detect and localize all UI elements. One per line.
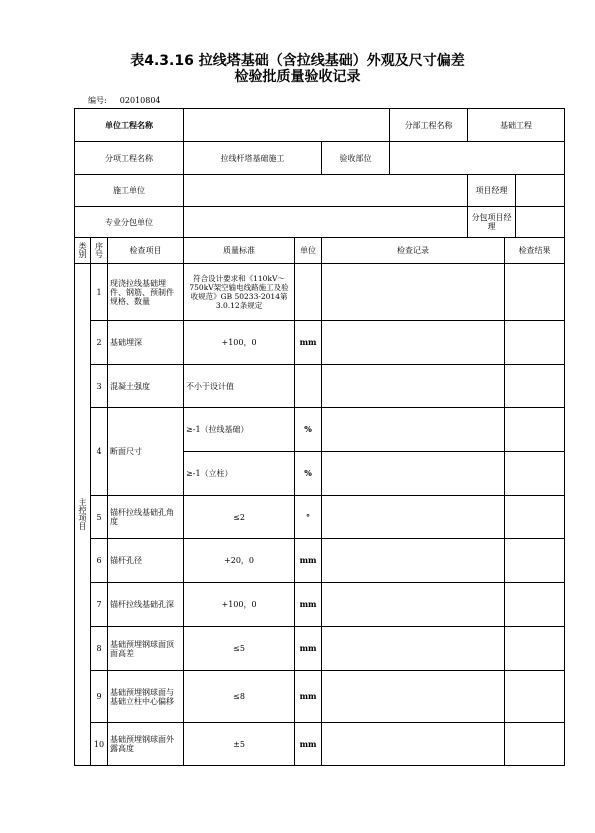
- row-result[interactable]: [505, 723, 565, 766]
- row-unit: mm: [295, 583, 322, 627]
- subcontract-manager-value[interactable]: [516, 207, 565, 238]
- col-header-item: 检查项目: [108, 238, 184, 264]
- row-result[interactable]: [505, 496, 565, 539]
- subcontract-unit-label: 专业分包单位: [75, 207, 184, 238]
- table-row: [75, 539, 565, 583]
- table-row: [75, 496, 565, 539]
- row-standard: 不小于设计值: [184, 365, 295, 408]
- row-unit: [295, 264, 322, 321]
- row-record[interactable]: [322, 496, 505, 539]
- acceptance-part-value[interactable]: [390, 142, 565, 175]
- row-item: 断面尺寸: [108, 408, 184, 496]
- row-item: 锚杆孔径: [108, 539, 184, 583]
- unit-project-label: 单位工程名称: [75, 109, 184, 142]
- project-manager-label: 项目经理: [468, 175, 516, 207]
- row-unit: mm: [295, 671, 322, 723]
- row-item: 基础预埋钢球面外露高度: [108, 723, 184, 766]
- row-record[interactable]: [322, 627, 505, 671]
- category-main: 主控项目: [75, 264, 91, 766]
- row-unit: %: [295, 408, 322, 452]
- col-header-record: 检查记录: [322, 238, 505, 264]
- row-standard: +20，0: [184, 539, 295, 583]
- row-unit: mm: [295, 627, 322, 671]
- row-standard: +100，0: [184, 321, 295, 365]
- row-record[interactable]: [322, 671, 505, 723]
- acceptance-part-label: 验收部位: [322, 142, 390, 175]
- row-result[interactable]: [505, 452, 565, 496]
- row-no: 4: [91, 408, 108, 496]
- row-standard: 符合设计要求和《110kV～750kV架空输电线路施工及验收规范》GB 50233-2014第3.0.12条规定: [184, 264, 295, 321]
- subcontract-unit-value[interactable]: [184, 207, 468, 238]
- row-item: 现浇拉线基础埋件、钢筋、预制件规格、数量: [108, 264, 184, 321]
- col-header-category: 类别: [75, 238, 91, 264]
- inspection-form-table: [74, 108, 565, 766]
- row-item: 锚杆拉线基础孔角度: [108, 496, 184, 539]
- code-value: 02010804: [119, 96, 161, 105]
- unit-project-value[interactable]: [184, 109, 390, 142]
- row-standard: ≥-1（立柱）: [184, 452, 295, 496]
- row-record[interactable]: [322, 583, 505, 627]
- table-row: [75, 583, 565, 627]
- row-item: 锚杆拉线基础孔深: [108, 583, 184, 627]
- row-item: 基础预埋钢球面与基础立柱中心偏移: [108, 671, 184, 723]
- row-item: 混凝土强度: [108, 365, 184, 408]
- row-standard: ≤8: [184, 671, 295, 723]
- division-value[interactable]: 基础工程: [468, 109, 565, 142]
- row-no: 3: [91, 365, 108, 408]
- row-no: 1: [91, 264, 108, 321]
- table-row: [75, 408, 565, 452]
- table-row: [75, 723, 565, 766]
- sub-project-value[interactable]: 拉线杆塔基础施工: [184, 142, 322, 175]
- row-record[interactable]: [322, 539, 505, 583]
- col-header-standard: 质量标准: [184, 238, 295, 264]
- row-unit: mm: [295, 539, 322, 583]
- subcontract-manager-label: 分包项目经理: [468, 207, 516, 238]
- row-standard: ≤5: [184, 627, 295, 671]
- table-row: [75, 264, 565, 321]
- sub-project-label: 分项工程名称: [75, 142, 184, 175]
- row-result[interactable]: [505, 583, 565, 627]
- row-standard: ≥-1（拉线基础）: [184, 408, 295, 452]
- row-no: 2: [91, 321, 108, 365]
- table-row: [75, 321, 565, 365]
- col-header-unit: 单位: [295, 238, 322, 264]
- row-unit: mm: [295, 321, 322, 365]
- row-unit: °: [295, 496, 322, 539]
- construction-unit-value[interactable]: [184, 175, 468, 207]
- row-result[interactable]: [505, 539, 565, 583]
- division-label: 分部工程名称: [390, 109, 468, 142]
- code-label: 编号:: [88, 96, 107, 105]
- row-item: 基础预埋钢球面顶面高差: [108, 627, 184, 671]
- row-result[interactable]: [505, 671, 565, 723]
- col-header-result: 检查结果: [505, 238, 565, 264]
- row-record[interactable]: [322, 264, 505, 321]
- construction-unit-label: 施工单位: [75, 175, 184, 207]
- row-no: 5: [91, 496, 108, 539]
- table-row: [75, 627, 565, 671]
- form-title-line-2: 检验批质量验收记录: [234, 69, 361, 85]
- table-row: [75, 365, 565, 408]
- row-result[interactable]: [505, 408, 565, 452]
- row-unit: [295, 365, 322, 408]
- row-item: 基础埋深: [108, 321, 184, 365]
- row-standard: ±5: [184, 723, 295, 766]
- row-no: 9: [91, 671, 108, 723]
- row-standard: ≤2: [184, 496, 295, 539]
- row-no: 6: [91, 539, 108, 583]
- row-no: 8: [91, 627, 108, 671]
- row-standard: +100，0: [184, 583, 295, 627]
- row-no: 10: [91, 723, 108, 766]
- col-header-seq: 序号: [91, 238, 108, 264]
- row-record[interactable]: [322, 321, 505, 365]
- row-record[interactable]: [322, 452, 505, 496]
- row-result[interactable]: [505, 321, 565, 365]
- row-record[interactable]: [322, 365, 505, 408]
- row-result[interactable]: [505, 365, 565, 408]
- form-title-line-1: 表4.3.16 拉线塔基础（含拉线基础）外观及尺寸偏差: [130, 53, 465, 69]
- row-result[interactable]: [505, 627, 565, 671]
- project-manager-value[interactable]: [516, 175, 565, 207]
- row-result[interactable]: [505, 264, 565, 321]
- row-no: 7: [91, 583, 108, 627]
- row-unit: %: [295, 452, 322, 496]
- row-record[interactable]: [322, 408, 505, 452]
- table-row: [75, 671, 565, 723]
- form-code: [88, 95, 161, 106]
- row-unit: mm: [295, 723, 322, 766]
- row-record[interactable]: [322, 723, 505, 766]
